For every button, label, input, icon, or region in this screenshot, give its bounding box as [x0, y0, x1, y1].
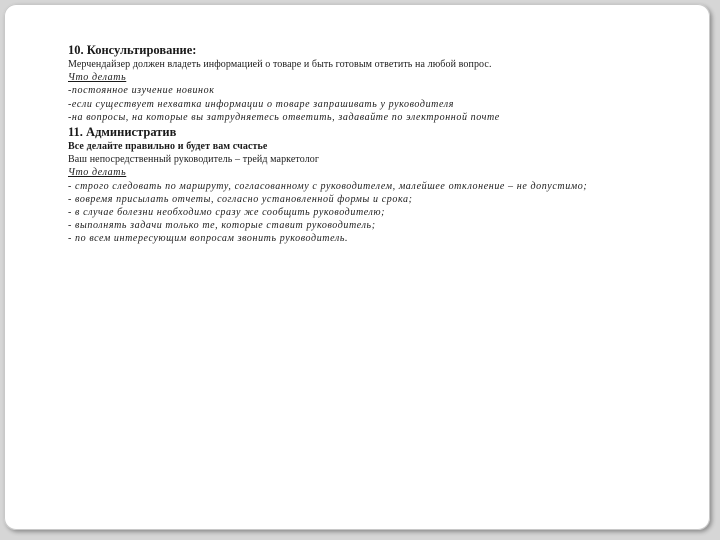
section-11-todo-label: Что делать — [68, 167, 127, 179]
slide-page — [4, 4, 710, 530]
section-10-item: -если существует нехватка информации о товаре запрашивать у руководителя — [68, 98, 454, 110]
section-10-item: -на вопросы, на которые вы затрудняетесь ответить, задавайте по электронной почте — [68, 111, 500, 123]
section-10-title: 10. Консультирование: — [68, 43, 197, 57]
section-11-motto: Все делайте правильно и будет вам счастье — [68, 141, 268, 153]
section-11-item: - в случае болезни необходимо сразу же сообщить руководителю; — [68, 207, 386, 219]
slide-content — [68, 42, 688, 246]
section-11-item: - вовремя присылать отчеты, согласно установленной формы и срока; — [68, 193, 413, 205]
section-11-item: - выполнять задачи только те, которые ставит руководитель; — [68, 220, 376, 232]
section-11-manager: Ваш непосредственный руководитель – трейд маркетолог — [68, 154, 320, 166]
section-11-item: - строго следовать по маршруту, согласованному с руководителем, малейшее отклонение – не допустимо; — [68, 180, 588, 192]
section-11-item: - по всем интересующим вопросам звонить руководитель. — [68, 233, 349, 245]
section-10-item: -постоянное изучение новинок — [68, 85, 215, 97]
section-11-title: 11. Административ — [68, 125, 177, 140]
section-10-intro: Мерчендайзер должен владеть информацией о товаре и быть готовым ответить на любой вопрос. — [68, 59, 492, 70]
section-10-todo-label: Что делать — [68, 72, 127, 84]
